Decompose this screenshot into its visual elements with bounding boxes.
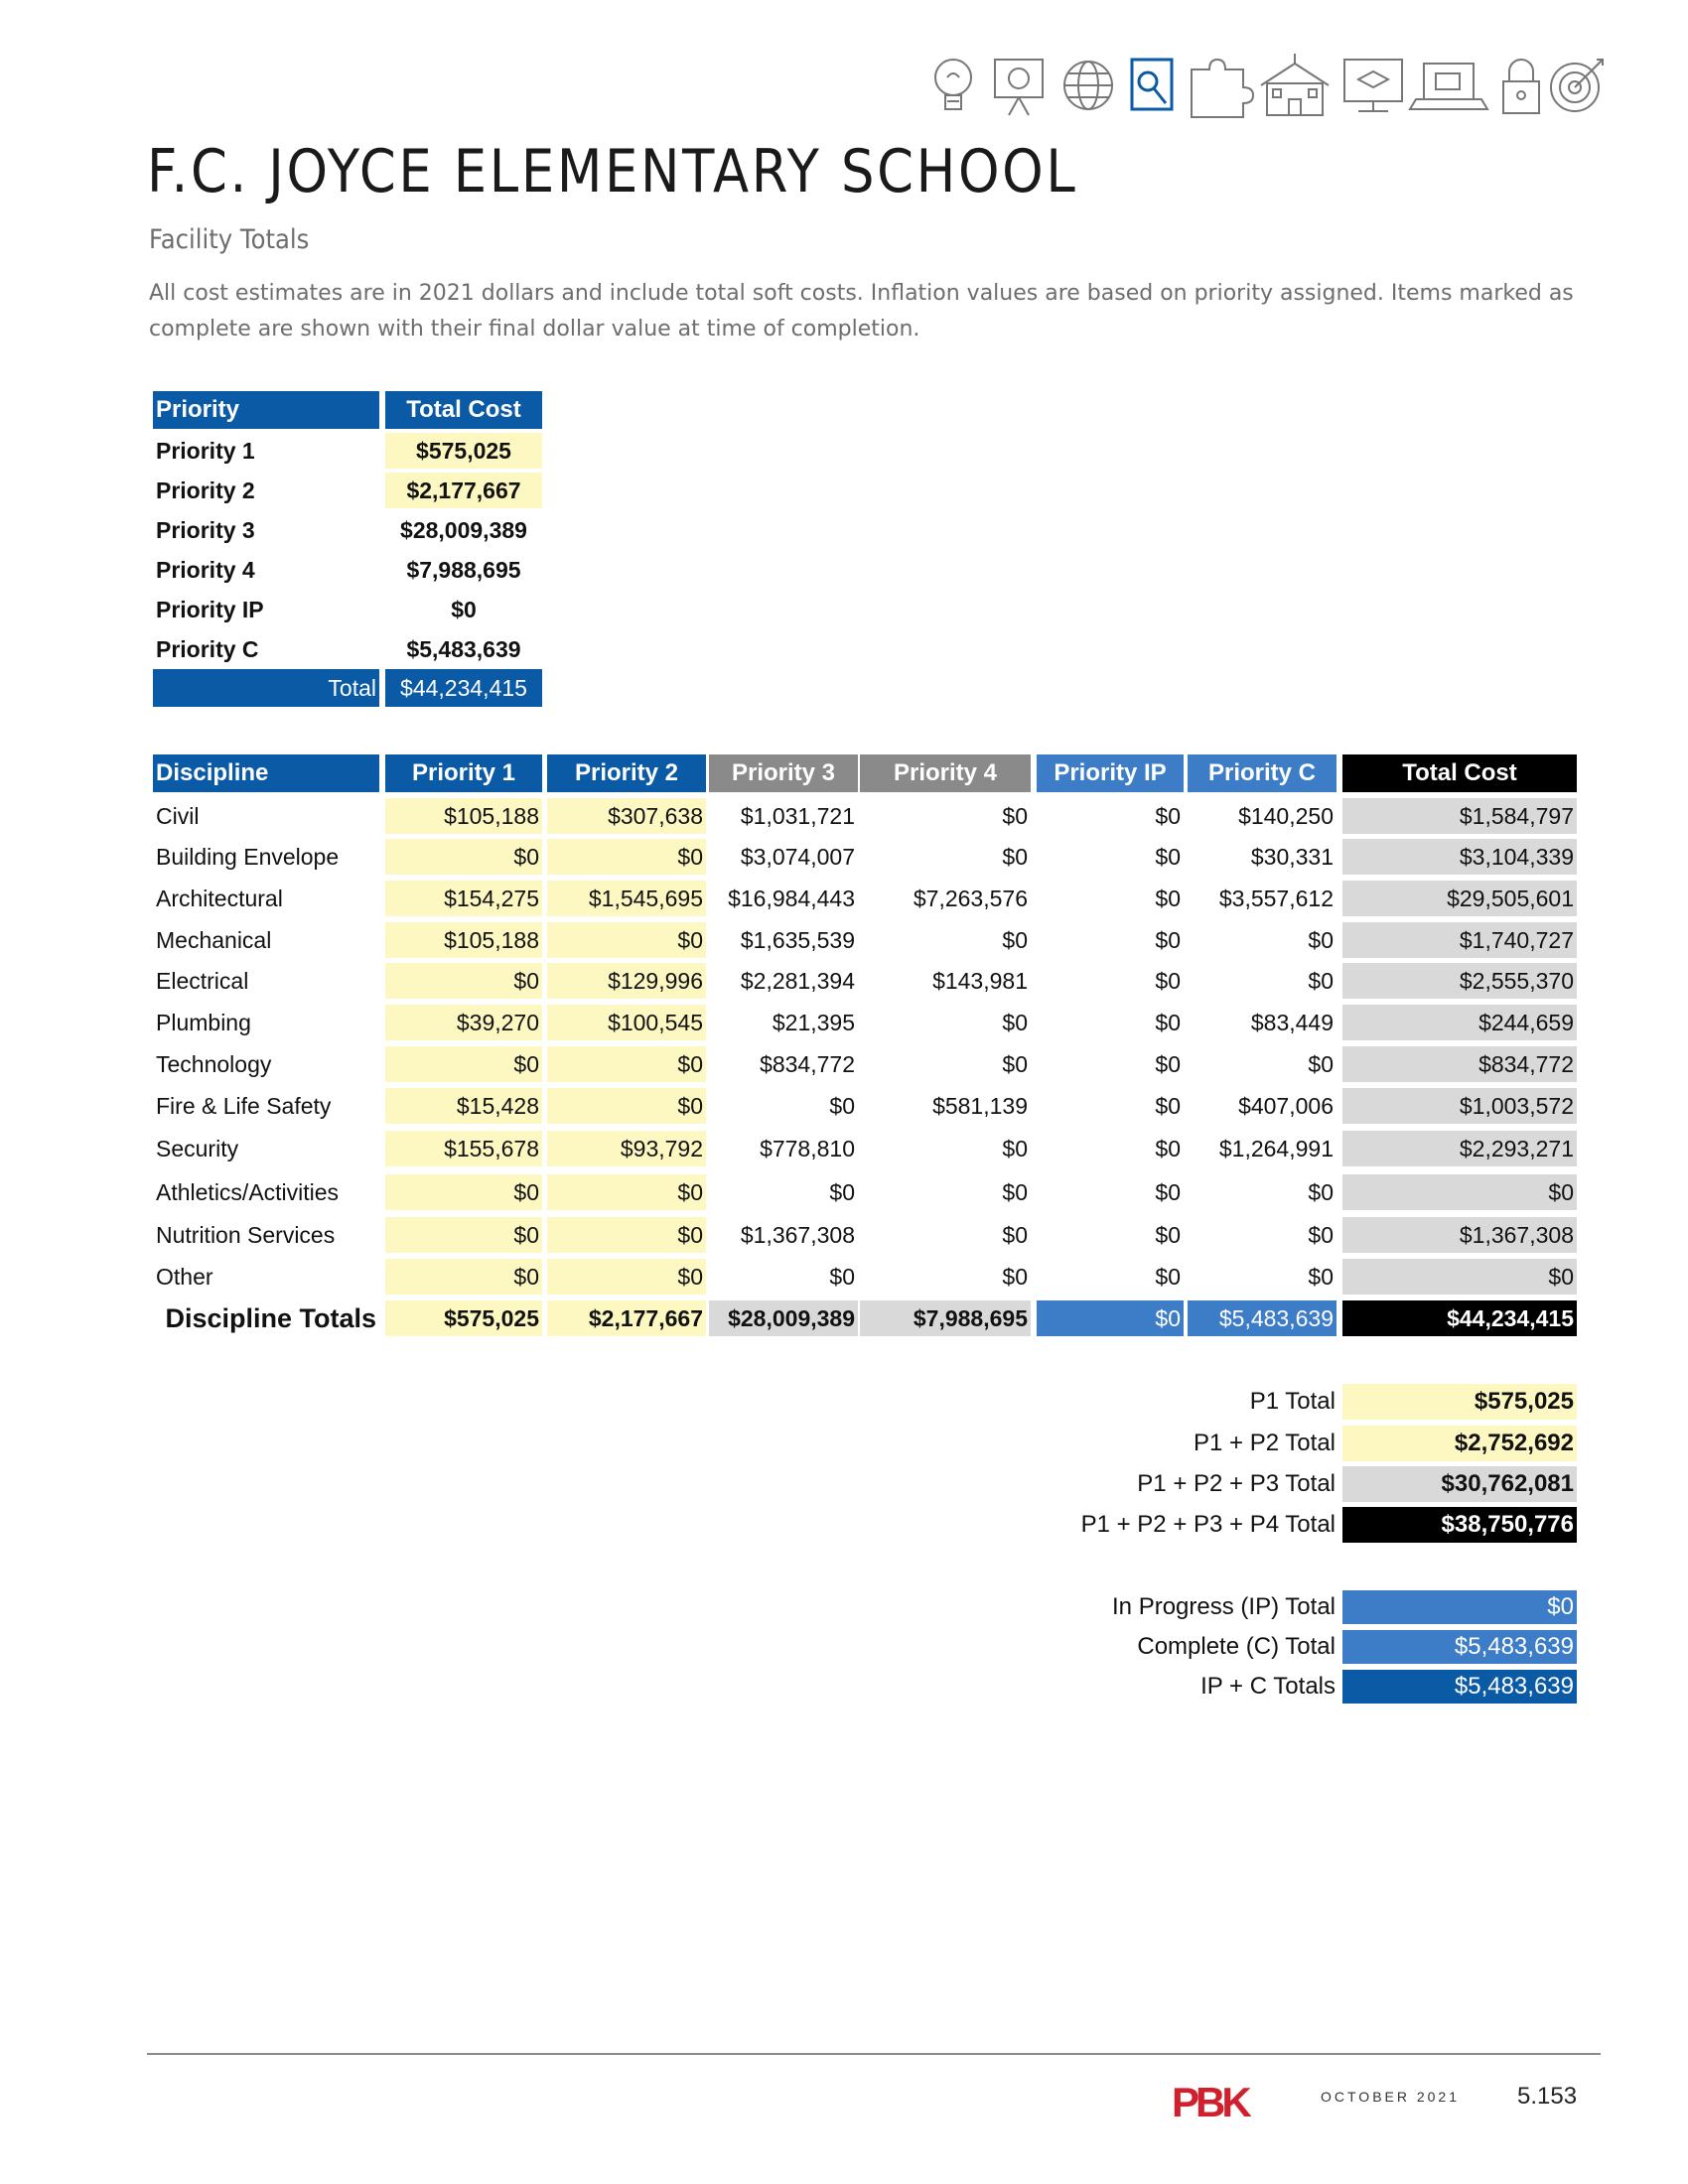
priority-ip-value: $0 [1155,1222,1181,1248]
total-cost-value: $3,104,339 [1342,839,1577,875]
priority-2-value: $0 [547,1217,706,1253]
priority-4-value: $0 [1002,803,1028,829]
priority-2-value: $0 [547,922,706,958]
priority-4-value: $0 [1002,1222,1028,1248]
cumulative-total-label: P1 + P2 + P3 Total [1137,1470,1336,1497]
discipline-name: Electrical [156,968,249,994]
cumulative-total-label: P1 + P2 + P3 + P4 Total [1080,1511,1336,1538]
priority-c-value: $0 [1308,968,1334,994]
priority-2-value: $129,996 [547,963,706,999]
priority-ip-value: $0 [1155,803,1181,829]
total-cost-value: $0 [1342,1259,1577,1295]
total-cost-value: $1,367,308 [1342,1217,1577,1253]
priority-c-value: $30,331 [1250,844,1334,870]
priority-row-label: Priority 1 [156,438,255,464]
priority-ip-value: $0 [1155,1179,1181,1205]
priority-2-value: $307,638 [547,798,706,834]
priority-ip-value: $0 [1155,886,1181,911]
priority-4-value: $143,981 [932,968,1028,994]
priority-1-value: $105,188 [385,798,542,834]
priority-4-value: $7,263,576 [913,886,1028,911]
priority-3-value: $0 [829,1179,855,1205]
discipline-name: Civil [156,803,200,829]
search-document-icon [1132,60,1172,109]
priority-c-total: $5,483,639 [1188,1300,1336,1336]
header-icon-strip [923,50,1609,121]
priority-3-value: $1,635,539 [740,927,855,953]
graduation-monitor-icon [1344,60,1402,111]
priority-4-value: $0 [1002,1136,1028,1161]
priority-ip-value: $0 [1155,1051,1181,1077]
discipline-name: Fire & Life Safety [156,1093,332,1119]
priority-4-value: $0 [1002,844,1028,870]
priority-c-value: $1,264,991 [1218,1136,1334,1161]
priority-2-header: Priority 2 [547,754,706,792]
priority-c-value: $0 [1308,927,1334,953]
page-title: F.C. JOYCE ELEMENTARY SCHOOL [147,137,1078,206]
grand-total: $44,234,415 [1342,1300,1577,1336]
ip-c-total-value: $5,483,639 [1342,1630,1577,1664]
discipline-name: Nutrition Services [156,1222,336,1248]
priority-row-label: Priority 3 [156,517,255,543]
priority-ip-value: $0 [1155,927,1181,953]
priority-1-value: $0 [385,1217,542,1253]
page-subtitle: Facility Totals [149,224,310,255]
priority-c-value: $0 [1308,1051,1334,1077]
target-icon [1551,60,1603,111]
priority-1-value: $0 [385,1046,542,1082]
discipline-name: Technology [156,1051,272,1077]
priority-c-header: Priority C [1188,754,1336,792]
priority-1-value: $39,270 [385,1005,542,1040]
discipline-name: Mechanical [156,927,272,953]
total-cost-value: $1,003,572 [1342,1088,1577,1124]
total-cost-value: $834,772 [1342,1046,1577,1082]
intro-paragraph: All cost estimates are in 2021 dollars and include total soft costs. Inflation values are based on priority assigned. Items marked as complete are shown with their final dollar value at time of completion. [149,281,1574,341]
priority-4-value: $0 [1002,1051,1028,1077]
pbk-logo [1172,2079,1271,2122]
priority-ip-value: $0 [1155,844,1181,870]
total-cost-value: $1,740,727 [1342,922,1577,958]
priority-2-value: $0 [547,839,706,875]
cumulative-total-value: $38,750,776 [1342,1507,1577,1543]
priority-3-value: $1,031,721 [740,803,855,829]
priority-4-header: Priority 4 [860,754,1031,792]
priority-row-value: $2,177,667 [385,473,542,508]
priority-2-value: $0 [547,1046,706,1082]
lightbulb-icon [935,60,971,109]
ip-c-total-value: $5,483,639 [1342,1670,1577,1704]
puzzle-icon [1192,60,1253,117]
priority-4-value: $0 [1002,1010,1028,1035]
priority-c-value: $0 [1308,1222,1334,1248]
ip-c-total-value: $0 [1342,1590,1577,1624]
priority-row-value: $575,025 [385,433,542,469]
priority-3-value: $2,281,394 [740,968,855,994]
priority-2-value: $0 [547,1174,706,1210]
total-cost-value: $2,555,370 [1342,963,1577,999]
priority-3-value: $834,772 [760,1051,855,1077]
total-cost-header: Total Cost [1342,754,1577,792]
cumulative-total-label: P1 + P2 Total [1194,1430,1336,1456]
total-cost-value: $1,584,797 [1342,798,1577,834]
page-number: 5.153 [1517,2083,1578,2110]
discipline-name: Other [156,1264,213,1290]
priority-3-value: $21,395 [772,1010,855,1035]
discipline-name: Plumbing [156,1010,251,1035]
presentation-board-icon [995,60,1043,115]
discipline-name: Architectural [156,886,283,911]
discipline-name: Athletics/Activities [156,1179,340,1205]
priority-4-value: $0 [1002,1264,1028,1290]
priority-c-value: $83,449 [1250,1010,1334,1035]
priority-row-value: $0 [451,597,477,622]
priority-4-total: $7,988,695 [860,1300,1031,1336]
priority-1-value: $15,428 [385,1088,542,1124]
priority-ip-header: Priority IP [1037,754,1184,792]
priority-3-total: $28,009,389 [709,1300,858,1336]
priority-row-label: Priority C [156,636,259,662]
priority-row-value: $5,483,639 [406,636,521,662]
school-building-icon [1261,54,1329,115]
footer-date: OCTOBER 2021 [1321,2089,1461,2105]
priority-ip-value: $0 [1155,1136,1181,1161]
priority-2-value: $100,545 [547,1005,706,1040]
priority-ip-total: $0 [1037,1300,1184,1336]
priority-ip-value: $0 [1155,968,1181,994]
priority-3-value: $0 [829,1264,855,1290]
priority-4-value: $581,139 [932,1093,1028,1119]
priority-3-value: $778,810 [760,1136,855,1161]
discipline-totals-label: Discipline Totals [165,1303,376,1333]
total-cost-value: $2,293,271 [1342,1131,1577,1166]
priority-ip-value: $0 [1155,1264,1181,1290]
priority-2-total: $2,177,667 [547,1300,706,1336]
cumulative-total-value: $575,025 [1342,1384,1577,1420]
priority-1-total: $575,025 [385,1300,542,1336]
padlock-icon [1503,60,1539,113]
ip-c-total-label: In Progress (IP) Total [1112,1593,1336,1620]
priority-1-value: $0 [385,1259,542,1295]
priority-1-value: $105,188 [385,922,542,958]
footer-divider [147,2053,1601,2055]
ip-c-total-label: IP + C Totals [1200,1673,1336,1700]
discipline-name: Security [156,1136,239,1161]
total-cost-value: $0 [1342,1174,1577,1210]
priority-1-value: $0 [385,963,542,999]
priority-2-value: $93,792 [547,1131,706,1166]
priority-c-value: $140,250 [1238,803,1334,829]
priority-3-value: $16,984,443 [728,886,855,911]
priority-2-value: $1,545,695 [547,881,706,916]
globe-icon [1064,62,1112,109]
priority-3-value: $1,367,308 [740,1222,855,1248]
total-cost-value: $29,505,601 [1342,881,1577,916]
cumulative-total-value: $30,762,081 [1342,1466,1577,1502]
priority-row-label: Priority 4 [156,557,255,583]
priority-row-value: $28,009,389 [400,517,527,543]
cumulative-total-label: P1 Total [1249,1388,1336,1415]
priority-4-value: $0 [1002,1179,1028,1205]
priority-header: Priority [153,391,379,429]
priority-c-value: $0 [1308,1264,1334,1290]
priority-c-value: $0 [1308,1179,1334,1205]
priority-2-value: $0 [547,1088,706,1124]
priority-1-value: $154,275 [385,881,542,916]
priority-3-value: $0 [829,1093,855,1119]
priority-1-value: $0 [385,1174,542,1210]
total-cost-header: Total Cost [385,391,542,429]
priority-4-value: $0 [1002,927,1028,953]
priority-row-value: $7,988,695 [406,557,521,583]
priority-ip-value: $0 [1155,1010,1181,1035]
cumulative-total-value: $2,752,692 [1342,1426,1577,1461]
priority-row-label: Priority 2 [156,478,255,503]
priority-row-label: Priority IP [156,597,264,622]
priority-c-value: $3,557,612 [1218,886,1334,911]
discipline-header: Discipline [153,754,379,792]
priority-total-value: $44,234,415 [385,669,542,707]
priority-1-header: Priority 1 [385,754,542,792]
svg-text:PBK: PBK [1172,2079,1248,2122]
priority-ip-value: $0 [1155,1093,1181,1119]
discipline-name: Building Envelope [156,844,340,870]
priority-1-value: $0 [385,839,542,875]
laptop-icon [1410,64,1487,109]
ip-c-total-label: Complete (C) Total [1137,1633,1336,1660]
priority-c-value: $407,006 [1238,1093,1334,1119]
priority-3-value: $3,074,007 [740,844,855,870]
priority-1-value: $155,678 [385,1131,542,1166]
total-cost-value: $244,659 [1342,1005,1577,1040]
priority-2-value: $0 [547,1259,706,1295]
priority-total-label: Total [153,669,379,707]
priority-3-header: Priority 3 [709,754,858,792]
